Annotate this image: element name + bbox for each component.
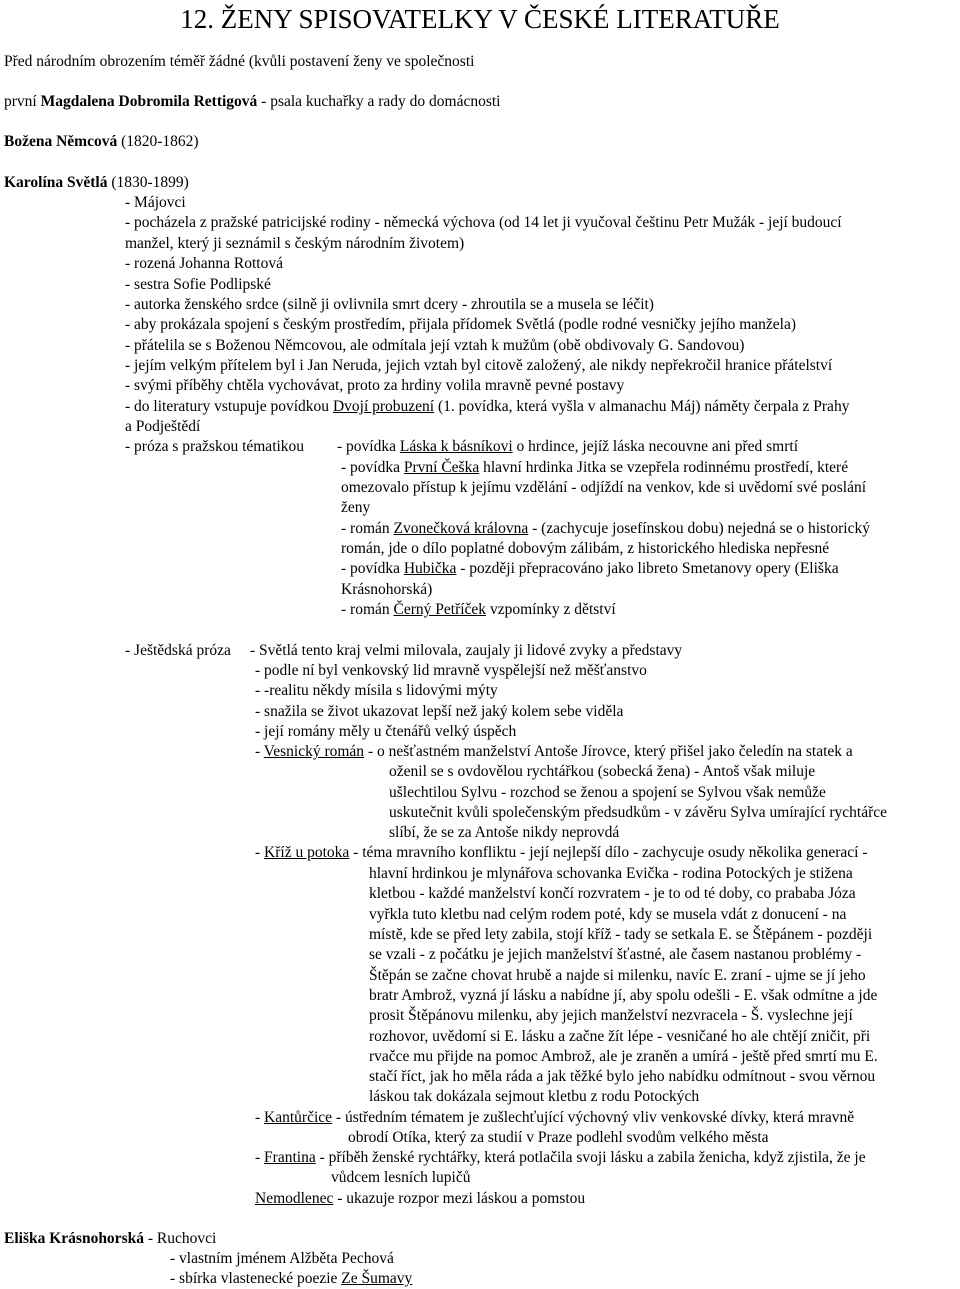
work-item <box>255 742 853 762</box>
page-title: 12. ŽENY SPISOVATELKY V ČESKÉ LITERATUŘE <box>180 4 780 34</box>
svetla-note: - jejím velkým přítelem byl i Jan Neruda, jejich vztah byl citově založený, ale nikdy nepřekročil hranice přátelství <box>125 357 833 374</box>
work-item-continuation: se vzali - z počátku je jejich manželství šťastné, ale časem nastanou problémy - <box>369 946 862 963</box>
svetla-note: - svými příběhy chtěla vychovávat, proto za hrdiny volila mravně pevné postavy <box>125 377 625 394</box>
work-item-prefix: - <box>255 1149 265 1166</box>
work-title-hubicka: Hubička <box>403 560 457 577</box>
work-title-ze-sumavy: Ze Šumavy <box>341 1270 413 1287</box>
work-title-kriz-u-potoka: Kříž u potoka <box>264 844 350 861</box>
work-title-prvni-ceska: První Češka <box>403 459 480 476</box>
work-item <box>341 600 616 620</box>
work-item-continuation: místě, kde se před lety zabila, stojí kříž - tady se setkala E. se Štěpánem - později <box>369 926 873 943</box>
work-item-continuation: prosit Štěpánovu milenku, aby jejich manželství nezvracela - Š. vyslechne její <box>369 1007 853 1024</box>
work-item-description: hlavní hrdinka Jitka se vzepřela rodinnému prostředí, které <box>479 459 849 476</box>
work-item-description: - (zachycuje josefínskou dobu) nejedná se o historický <box>528 520 870 537</box>
intro-line-1: Před národním obrozením téměř žádné (kvůli postavení ženy ve společnosti <box>4 53 475 70</box>
work-title-cerny-petricek: Černý Petříček <box>393 601 487 618</box>
svetla-note: - aby prokázala spojení s českým prostředím, přijala přídomek Světlá (podle rodné vesničky jejího manžela) <box>125 316 797 333</box>
work-item-description: o hrdince, jejíž láska necouvne ani před smrtí <box>512 438 799 455</box>
work-item-description: vzpomínky z dětství <box>486 601 616 618</box>
work-title-kanturcice: Kantůrčice <box>264 1109 333 1126</box>
svetla-note: - Májovci <box>125 194 186 211</box>
work-item-prefix: - <box>255 1109 265 1126</box>
work-item-description: - příběh ženské rychtářky, která potlačila svoji lásku a zabila ženicha, když zjistila, že je <box>315 1149 866 1166</box>
work-item-description: - ústředním tématem je zušlechťující výchovný vliv venkovské dívky, která mravně <box>332 1109 855 1126</box>
prague-prose-label: - próza s pražskou tématikou <box>125 438 305 455</box>
author-svetla-years: (1830-1899) <box>107 174 189 191</box>
svetla-note: - pocházela z pražské patricijské rodiny - německá výchova (od 14 let ji vyučoval češtinu Petr Mužák - její budoucí <box>125 214 842 231</box>
svetla-note: - sestra Sofie Podlipské <box>125 276 271 293</box>
svetla-debut-continuation: a Podještědí <box>125 418 201 435</box>
svetla-note: - rozená Johanna Rottová <box>125 255 283 272</box>
work-item-continuation: oženil se s ovdovělou rychtářkou (sobecká žena) - Antoš však miluje <box>389 763 816 780</box>
work-title-zvoneckova-kralovna: Zvonečková královna <box>393 520 529 537</box>
work-item-continuation: rozhovor, uvědomí si E. lásku a začne žít lépe - vesničané ho ale chtějí zničit, při <box>369 1028 871 1045</box>
work-item <box>337 437 798 457</box>
work-item-continuation: hlavní hrdinkou je mlynářova schovanka Evička - rodina Potockých je stižena <box>369 865 853 882</box>
work-item-description: - téma mravního konfliktu - její nejlepší dílo - zachycuje osudy několika generací - <box>349 844 868 861</box>
svetla-debut-prefix: - do literatury vstupuje povídkou <box>125 398 333 415</box>
krasnohorska-note-prefix: - sbírka vlastenecké poezie <box>170 1270 342 1287</box>
work-title-nemodlenec: Nemodlenec <box>255 1190 334 1207</box>
work-item <box>255 1108 854 1128</box>
work-item-continuation: Krásnohorská) <box>341 581 433 598</box>
author-rettigova: Magdalena Dobromila Rettigová <box>40 93 258 110</box>
work-item-prefix: - <box>255 844 265 861</box>
jested-note: - podle ní byl venkovský lid mravně vyspělejší než měšťanstvo <box>255 662 647 679</box>
work-item-continuation: uskutečnit kvůli společenským předsudkům - v závěru Sylva umírající rychtářce <box>389 804 888 821</box>
work-item-continuation: láskou tak dokázala sejmout kletbu z rodu Potockých <box>369 1088 700 1105</box>
intro-line-2 <box>4 92 500 112</box>
work-item-continuation: vůdcem lesních lupičů <box>331 1169 471 1186</box>
work-title-vesnicky-roman: Vesnický román <box>263 743 365 760</box>
work-item <box>341 519 870 539</box>
work-item-prefix: - povídka <box>337 438 400 455</box>
intro-line-2-suffix: - psala kuchařky a rady do domácnosti <box>257 93 501 110</box>
svetla-note: - autorka ženského srdce (silně ji ovlivnila smrt dcery - zhroutila se a musela se léčit) <box>125 296 654 313</box>
svetla-note: manžel, který ji seznámil s českým národním životem) <box>125 235 465 252</box>
work-item-continuation: stačí říct, jak ho měla ráda a jak těžké bylo jeho nabídku odmítnout - svou věrnou <box>369 1068 876 1085</box>
krasnohorska-note <box>170 1269 412 1289</box>
author-nemcova-name: Božena Němcová <box>4 133 118 150</box>
jested-note: - Světlá tento kraj velmi milovala, zaujaly ji lidové zvyky a představy <box>250 642 683 659</box>
work-item-prefix: - povídka <box>341 459 404 476</box>
svetla-debut-suffix: (1. povídka, která vyšla v almanachu Máj) náměty čerpala z Prahy <box>434 398 850 415</box>
work-item-continuation: román, jde o dílo poplatné dobovým zálibám, z historického hlediska nepřesné <box>341 540 830 557</box>
work-item-description: - o nešťastném manželství Antoše Jírovce, který přišel jako čeledín na statek a <box>364 743 853 760</box>
jested-note: - její romány měly u čtenářů velký úspěch <box>255 723 517 740</box>
work-item <box>255 1189 585 1209</box>
work-item-prefix: - román <box>341 520 394 537</box>
krasnohorska-note: - Ruchovci <box>143 1230 217 1247</box>
work-title-dvoji-probuzeni: Dvojí probuzení <box>332 398 435 415</box>
svetla-debut <box>125 397 849 417</box>
jested-prose-label: - Ještědská próza <box>125 642 231 659</box>
author-svetla-name: Karolína Světlá <box>4 174 108 191</box>
work-item <box>255 1148 866 1168</box>
jested-note: - snažila se život ukazovat lepší než jaký kolem sebe viděla <box>255 703 624 720</box>
work-item-description: - ukazuje rozpor mezi láskou a pomstou <box>333 1190 586 1207</box>
work-item <box>341 559 839 579</box>
work-item-continuation: kletbou - každé manželství končí rozvratem - je to od té doby, co prababa Józa <box>369 885 856 902</box>
author-nemcova-years: (1820-1862) <box>117 133 199 150</box>
work-item-continuation: bratr Ambrož, vyzná jí lásku a nabídne jí, aby spolu odešli - E. však odmítne a jde <box>369 987 878 1004</box>
krasnohorska-note: - vlastním jménem Alžběta Pechová <box>170 1250 394 1267</box>
work-title-laska-k-basnikovi: Láska k básníkovi <box>399 438 513 455</box>
work-item-continuation: slíbí, že se za Antoše nikdy neprovdá <box>389 824 620 841</box>
work-item <box>255 843 868 863</box>
work-item-continuation: omezovalo přístup k jejímu vzdělání - odjíždí na venkov, kde si uvědomí své poslání <box>341 479 867 496</box>
jested-note: - -realitu někdy mísila s lidovými mýty <box>255 682 498 699</box>
work-item-continuation: ušlechtilou Sylvu - rozchod se ženou a spojení se Sylvou však nemůže <box>389 784 826 801</box>
work-item-continuation: ženy <box>341 499 371 516</box>
work-item-continuation: vyřkla tuto kletbu nad celým rodem poté, kdy se musela vdát z donucení - na <box>369 906 847 923</box>
author-krasnohorska-heading <box>4 1229 216 1249</box>
work-item <box>341 458 848 478</box>
svetla-note: - přátelila se s Boženou Němcovou, ale odmítala její vztah k mužům (obě obdivovaly G. Sandovou) <box>125 337 745 354</box>
work-item-prefix: - povídka <box>341 560 404 577</box>
work-item-continuation: Štěpán se začne chovat hrubě a najde si milenku, navíc E. zraní - ujme se jí jeho <box>369 967 866 984</box>
author-nemcova-heading <box>4 132 199 152</box>
work-item-continuation: obrodí Otíka, který za studií v Praze podlehl svodům velkého města <box>348 1129 769 1146</box>
work-title-frantina: Frantina <box>264 1149 316 1166</box>
author-svetla-heading <box>4 173 189 193</box>
work-item-prefix: - <box>255 743 264 760</box>
author-krasnohorska-name: Eliška Krásnohorská <box>4 1230 144 1247</box>
intro-line-2-prefix: první <box>4 93 41 110</box>
work-item-prefix: - román <box>341 601 394 618</box>
work-item-continuation: rvačce mu přijde na pomoc Ambrož, ale je zraněn a umírá - ještě před smrtí mu E. <box>369 1048 878 1065</box>
work-item-description: - později přepracováno jako libreto Smetanovy opery (Eliška <box>456 560 839 577</box>
